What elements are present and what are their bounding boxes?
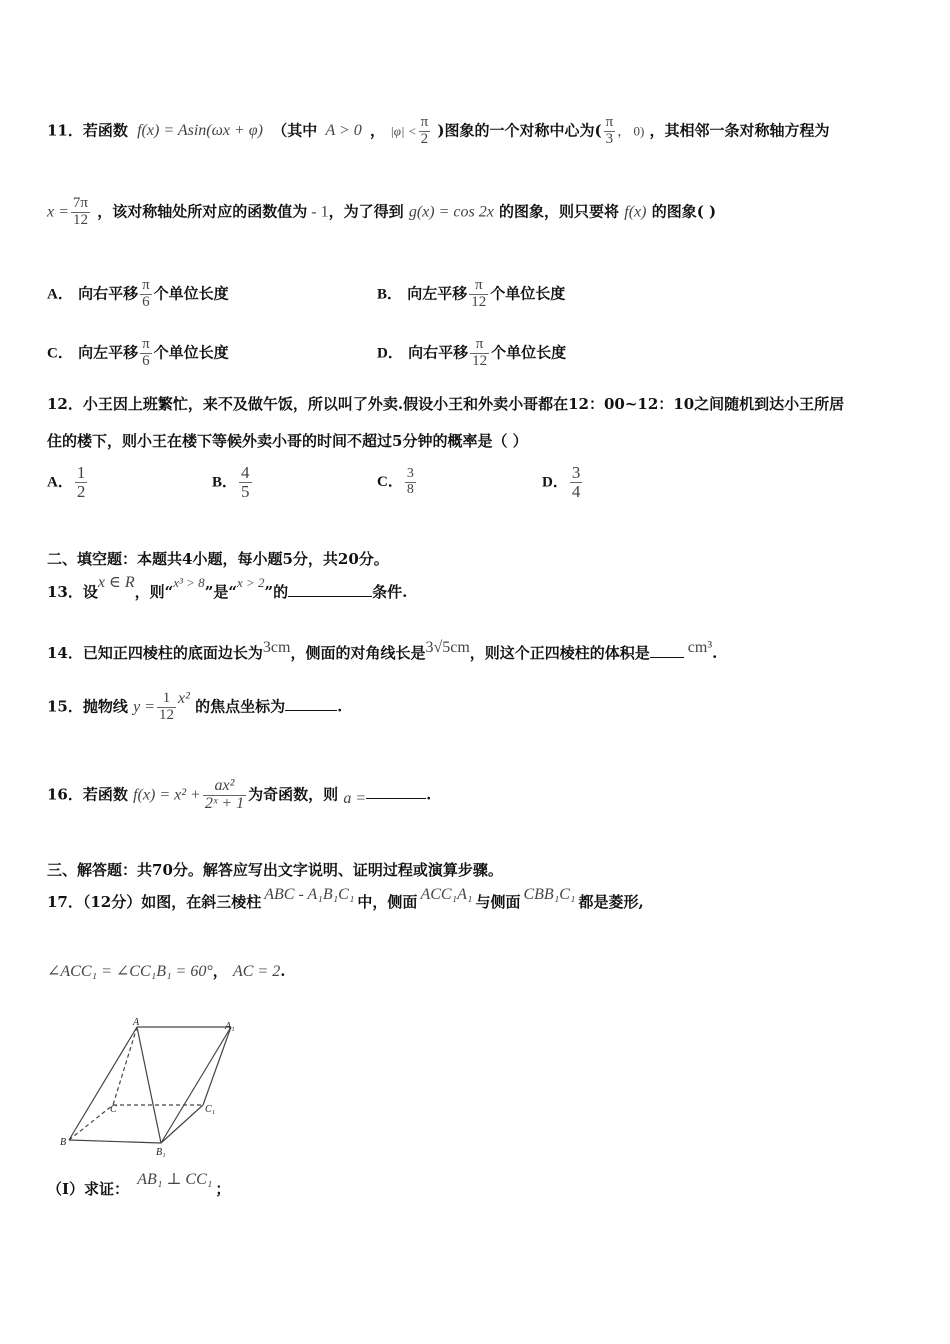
q17-ac: AC = 2 [232, 963, 281, 980]
option-text: 个单位长度 [491, 343, 567, 362]
q11-line1 [47, 115, 830, 148]
q13-p: x³ > 8 [173, 575, 205, 590]
section3-heading: 三、解答题：共70分。解答应写出文字说明、证明过程或演算步骤。 [47, 861, 503, 879]
option-fraction [140, 278, 152, 311]
q11-text: （其中 [272, 121, 318, 140]
q17-text: 17．（12分）如图，在斜三棱柱 [47, 893, 262, 911]
fraction-denominator: 2ˣ + 1 [204, 794, 245, 812]
q14-text: ，则这个正四棱柱的体积是 [469, 644, 650, 662]
fraction-numerator: π [142, 336, 150, 352]
q11-pi-over-2 [419, 115, 431, 148]
q17-part1-label: （Ⅰ）求证： [47, 1180, 130, 1198]
q15-x2: x² [178, 690, 190, 708]
option-text: 个单位长度 [153, 343, 229, 362]
q15 [47, 691, 342, 724]
q11-cond-a: A > 0 [325, 122, 362, 140]
q13-answer-blank[interactable] [288, 596, 372, 597]
q11-text: 的图象，则只要将 [499, 202, 620, 221]
fraction-numerator: ax² [214, 777, 235, 794]
q11-text: 的图象( ) [651, 202, 717, 221]
q13 [47, 575, 407, 610]
q15-text: 15．抛物线 [47, 697, 128, 716]
option-text: 向左平移 [78, 343, 139, 362]
fraction-numerator: 1 [76, 463, 86, 482]
q11-comma: ， [369, 121, 385, 140]
q12-line1: 12．小王因上班繁忙，来不及做午饭，所以叫了外卖.假设小王和外卖小哥都在12：00~12：10之间随机到达小王所居 [47, 395, 845, 413]
q11-line2 [47, 196, 716, 229]
option-label: C． [47, 345, 73, 362]
q11-text: )图象的一个对称中心为( [437, 121, 602, 140]
fraction-denominator: 2 [76, 481, 86, 501]
q11-function: f(x) = Asin(ωx + φ) [137, 122, 263, 140]
fraction-denominator: 4 [571, 481, 581, 501]
q15-fraction [157, 691, 176, 724]
option-fraction [239, 464, 252, 501]
q11-axis-x: x = [47, 203, 69, 221]
q11-text: ，为了得到 [328, 202, 404, 221]
q17-text: 与侧面 [475, 893, 521, 911]
q13-text: 13．设 [47, 583, 98, 601]
q16-text: 16．若函数 [47, 785, 128, 804]
q13-text: 条件. [372, 583, 408, 601]
q16-text: 为奇函数，则 [248, 785, 339, 804]
vertex-label-c: C [110, 1104, 117, 1115]
q16-answer-blank[interactable] [366, 798, 426, 799]
vertex-label-a: A [133, 1017, 140, 1028]
q17-text: 都是菱形, [578, 893, 644, 911]
q12-option-b[interactable] [212, 464, 254, 501]
option-fraction [469, 278, 488, 311]
q16 [47, 778, 431, 813]
option-text: 向右平移 [78, 284, 139, 303]
q12-line2: 住的楼下，则小王在楼下等候外卖小哥的时间不超过5分钟的概率是（ ） [47, 432, 528, 450]
vertex-label-b: B [60, 1137, 67, 1148]
q11-fx: f(x) [624, 203, 647, 221]
q17-face1: ACC₁A₁ [420, 886, 473, 903]
q11-gx: g(x) = cos 2x [408, 203, 494, 221]
option-label: C． [377, 474, 403, 491]
q17-prism: ABC - A₁B₁C₁ [264, 886, 355, 903]
option-fraction [75, 464, 88, 501]
q11-pi-over-3 [604, 115, 616, 148]
q11-value: - 1 [307, 203, 329, 221]
option-label: D． [377, 345, 403, 362]
q12-option-a[interactable] [47, 464, 89, 501]
option-label: A． [47, 286, 73, 303]
fraction-numerator: π [142, 277, 150, 293]
oblique-prism-figure [55, 1015, 255, 1160]
q13-text: ”是“ [204, 583, 237, 601]
fraction-numerator: 3 [571, 463, 581, 482]
q17-text: 中，侧面 [357, 893, 418, 911]
q16-a: a = [343, 790, 367, 808]
q12-option-d[interactable] [542, 464, 584, 501]
fraction-numerator: 4 [241, 463, 250, 482]
fraction-numerator: π [474, 277, 483, 293]
fraction-numerator: π [475, 336, 484, 352]
option-text: 个单位长度 [153, 284, 229, 303]
q16-fraction [203, 778, 246, 813]
q11-center-rest: ， 0) [617, 123, 645, 139]
q17-part1 [47, 1172, 230, 1207]
fraction-denominator: 5 [241, 481, 250, 501]
q11-text: ，其相邻一条对称轴方程为 [649, 121, 830, 140]
q13-text: ，则“ [134, 583, 174, 601]
q13-q: x > 2 [236, 575, 265, 590]
fraction-denominator: 3 [605, 130, 614, 147]
q15-text: . [337, 697, 343, 716]
q15-answer-blank[interactable] [285, 710, 337, 711]
q14-answer-blank[interactable] [650, 657, 684, 658]
fraction-denominator: 12 [72, 211, 88, 228]
q14-text: ，侧面的对角线长是 [290, 644, 426, 662]
option-fraction [570, 464, 583, 501]
q13-cond: x ∈ R [97, 574, 135, 591]
q14 [47, 636, 717, 671]
fraction-numerator: 1 [162, 690, 171, 706]
option-text: 个单位长度 [490, 284, 566, 303]
fraction-numerator: π [420, 114, 429, 130]
fraction-numerator: π [605, 114, 614, 130]
q11-text: 11．若函数 [47, 121, 128, 140]
q12-option-c[interactable] [377, 467, 418, 497]
q17-angles: ∠ACC₁ = ∠CC₁B₁ = 60° [47, 963, 213, 980]
q16-fx: f(x) = x² + [133, 786, 201, 804]
fraction-numerator: 3 [406, 466, 414, 481]
section2-heading: 二、填空题：本题共4小题，每小题5分，共20分。 [47, 550, 389, 568]
q14-side: 3cm [262, 639, 291, 656]
fraction-denominator: 12 [471, 293, 487, 310]
option-text: 向右平移 [408, 343, 469, 362]
q14-text: . [712, 644, 718, 662]
q11-axis-frac [71, 196, 90, 229]
option-text: 向左平移 [407, 284, 468, 303]
q13-text: ”的 [264, 583, 289, 601]
fraction-denominator: 6 [142, 293, 150, 310]
q17-part1-expr: AB₁ ⊥ CC₁ [137, 1171, 213, 1188]
q17-comma: ， [212, 962, 228, 980]
q11-option-a[interactable] [47, 278, 229, 311]
q17-line2 [47, 960, 285, 981]
option-label: B． [212, 474, 238, 491]
q17-line1 [47, 885, 644, 920]
fraction-denominator: 8 [406, 481, 414, 497]
q14-diagonal: 3√5cm [425, 639, 470, 656]
q15-text: 的焦点坐标为 [195, 697, 286, 716]
vertex-label-c1: C₁ [205, 1104, 216, 1115]
fraction-denominator: 6 [142, 352, 150, 369]
q11-text: ，该对称轴处所对应的函数值为 [97, 202, 308, 221]
fraction-denominator: 12 [159, 706, 175, 723]
q17-face2: CBB₁C₁ [523, 886, 576, 903]
option-fraction [470, 337, 489, 370]
q16-text: . [426, 785, 432, 804]
q11-option-c[interactable] [47, 337, 229, 370]
fraction-denominator: 12 [472, 352, 488, 369]
q14-unit: cm³ [687, 639, 713, 656]
fraction-denominator: 2 [420, 130, 429, 147]
vertex-label-b1: B₁ [156, 1147, 166, 1158]
option-label: B． [377, 286, 403, 303]
q14-text: 14．已知正四棱柱的底面边长为 [47, 644, 263, 662]
q17-text: ； [215, 1180, 231, 1198]
vertex-label-a1: A₁ [225, 1021, 235, 1032]
option-label: D． [542, 474, 568, 491]
q11-cond-phi: |φ| < [390, 123, 417, 139]
option-label: A． [47, 474, 73, 491]
q17-period: . [280, 962, 286, 980]
q11-option-d[interactable] [377, 337, 566, 370]
q15-y: y = [133, 698, 156, 716]
fraction-numerator: 7π [72, 195, 88, 211]
option-fraction [405, 467, 416, 497]
option-fraction [140, 337, 152, 370]
q11-option-b[interactable] [377, 278, 565, 311]
